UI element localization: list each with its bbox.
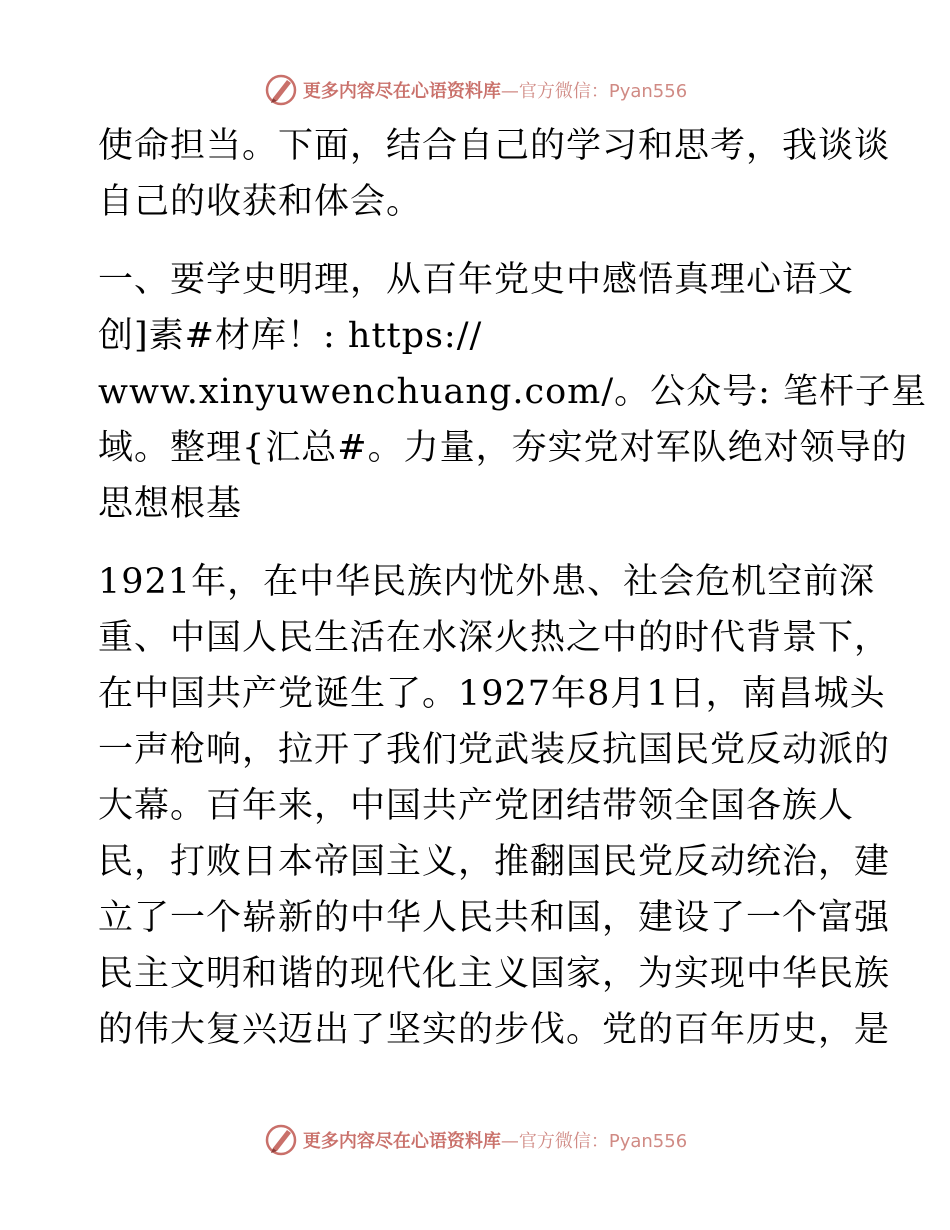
watermark-brand: 更多内容尽在心语资料库 bbox=[302, 81, 501, 102]
header-watermark bbox=[0, 70, 950, 110]
watermark-text bbox=[303, 1127, 687, 1153]
document-body bbox=[98, 118, 928, 1058]
pen-seal-logo-icon bbox=[263, 1122, 299, 1158]
watermark-brand: 更多内容尽在心语资料库 bbox=[302, 1131, 501, 1152]
text-line: 一、要学史明理，从百年党史中感悟真理心语文 bbox=[98, 260, 855, 300]
watermark-separator: — bbox=[500, 81, 519, 102]
text-line: 的伟大复兴迈出了坚实的步伐。党的百年历史，是 bbox=[98, 1010, 891, 1050]
pen-seal-logo-icon bbox=[263, 72, 299, 108]
text-line: 立了一个崭新的中华人民共和国，建设了一个富强 bbox=[98, 898, 891, 938]
watermark-wechat-id: Pyan556 bbox=[608, 1131, 688, 1152]
paragraph-1 bbox=[98, 118, 891, 230]
text-line: 重、中国人民生活在水深火热之中的时代背景下， bbox=[98, 618, 891, 658]
text-line: 域。整理{汇总#。力量，夯实党对军队绝对领导的 bbox=[98, 428, 908, 468]
text-line: 在中国共产党诞生了。1927年8月1日，南昌城头 bbox=[98, 674, 886, 714]
text-line: 大幕。百年来，中国共产党团结带领全国各族人 bbox=[98, 786, 855, 826]
footer-watermark bbox=[0, 1120, 950, 1160]
watermark-wechat-label: 官方微信： bbox=[518, 81, 609, 102]
watermark-text bbox=[303, 77, 687, 103]
text-line: 创]素#材库！: https:// bbox=[98, 316, 483, 356]
text-line: 民主文明和谐的现代化主义国家，为实现中华民族 bbox=[98, 954, 891, 994]
text-line: 思想根基 bbox=[98, 484, 243, 524]
paragraph-3 bbox=[98, 554, 891, 1058]
watermark-wechat-label: 官方微信： bbox=[518, 1131, 609, 1152]
watermark-wechat-id: Pyan556 bbox=[608, 81, 688, 102]
text-line: 一声枪响，拉开了我们党武装反抗国民党反动派的 bbox=[98, 730, 891, 770]
text-line: 使命担当。下面，结合自己的学习和思考，我谈谈 bbox=[98, 126, 891, 166]
text-line: 民，打败日本帝国主义，推翻国民党反动统治，建 bbox=[98, 842, 891, 882]
text-line: 1921年，在中华民族内忧外患、社会危机空前深 bbox=[98, 562, 876, 602]
text-line: 自己的收获和体会。 bbox=[98, 182, 423, 222]
watermark-separator: — bbox=[500, 1131, 519, 1152]
paragraph-2-section-heading bbox=[98, 252, 928, 532]
text-line: www.xinyuwenchuang.com/。公众号: 笔杆子星 bbox=[98, 372, 928, 412]
